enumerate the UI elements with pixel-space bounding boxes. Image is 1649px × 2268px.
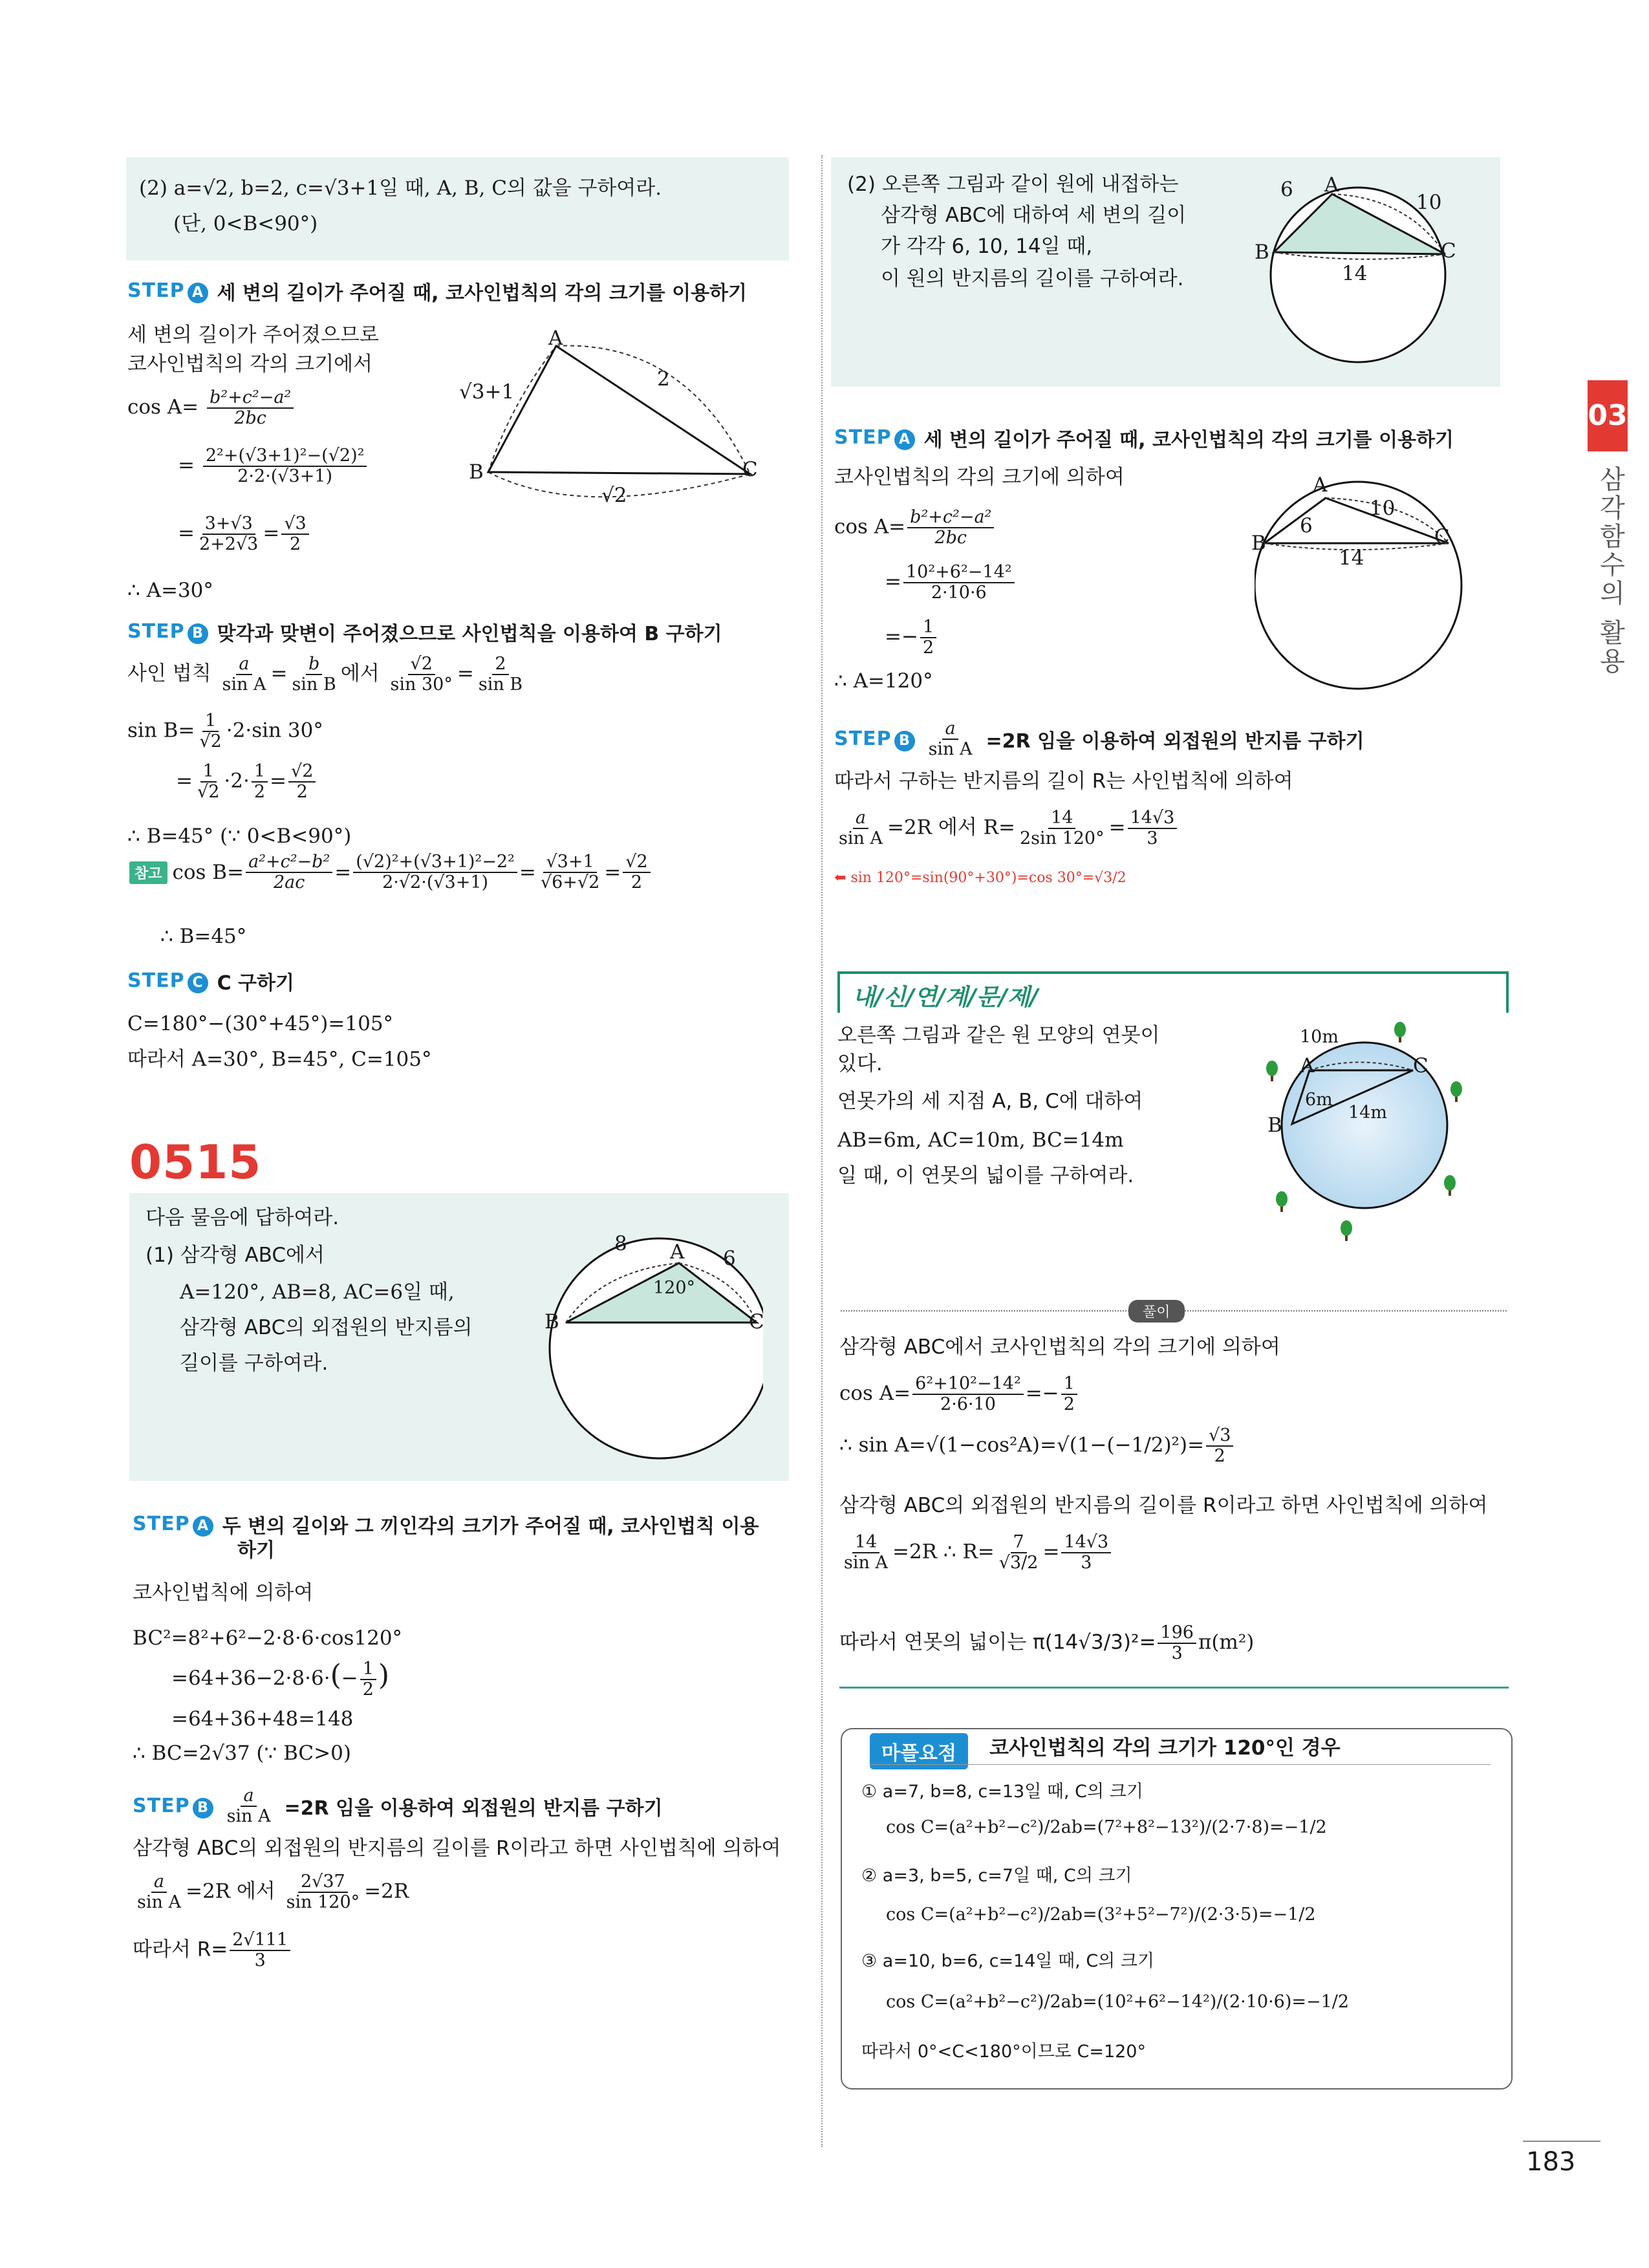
tri2-side-AC: 6: [723, 1247, 736, 1270]
c-line2: 따라서 A=30°, B=45°, C=105°: [127, 1048, 432, 1071]
frac-den: sin A: [222, 675, 266, 695]
r-cosA-line1: [834, 508, 996, 548]
frac-den: 3: [254, 1950, 266, 1971]
circ2-label-A: A: [1313, 473, 1328, 497]
frac-den: 2ac: [273, 872, 305, 892]
sine-law-line: 사인 법칙 $\frac{a}{\text{sin A}}$ = $\frac{b}{\text{sin B}}$ 에서 $\frac{√2}{\sin 30^\circ}$ = $\frac{2}{\text{sin B}}$: [127, 654, 527, 695]
sol-sin-text: ∴ sin A=√(1−cos²A)=√(1−(−1/2)²)=: [839, 1433, 1205, 1457]
frac-den: sin B: [478, 675, 523, 695]
circ1-side-AB: 6: [1280, 178, 1293, 201]
circle-diagram-r2: [1255, 472, 1468, 698]
s2A-line5: ∴ BC=2√37 (∵ BC>0): [133, 1742, 351, 1765]
n-line4: AB=6m, AC=10m, BC=14m: [837, 1129, 1124, 1152]
tree-icon: [1341, 1220, 1352, 1241]
frac-den: 3: [1081, 1553, 1092, 1573]
tri1-side-BC: √2: [601, 484, 627, 507]
s2B-result: [133, 1930, 292, 1971]
summary-title: 코사인법칙의 각의 크기가 120°인 경우: [989, 1736, 1341, 1760]
sum3-head: ③ a=10, b=6, c=14일 때, C의 크기: [861, 1951, 1154, 1971]
frac-den: 2+2√3: [199, 534, 259, 554]
question-number: 0515: [129, 1135, 262, 1189]
page-number: 183: [1526, 2147, 1576, 2177]
arrow-left-icon: ⬅: [834, 870, 846, 886]
naesin-title: 내/신/연/계/문/제/: [852, 984, 1039, 1011]
step-b-title-0515: =2R 임을 이용하여 외접원의 반지름 구하기: [284, 1797, 663, 1820]
tri1-label-A: A: [548, 327, 563, 350]
s2B-end: =2R: [364, 1879, 409, 1903]
rb-mid: =2R 에서 R=: [887, 815, 1015, 839]
frac-num: 14√3: [1128, 808, 1178, 829]
a-line1: 세 변의 길이가 주어졌으므로: [127, 323, 379, 347]
tree-icon: [1444, 1175, 1456, 1196]
frac-num: a: [241, 1786, 256, 1807]
frac-den: 2sin 120°: [1019, 828, 1105, 848]
sinB-rest: ·2·sin 30°: [226, 718, 323, 742]
q1-line1: (1) 삼각형 ABC에서: [146, 1244, 325, 1267]
frac-num: √2: [623, 852, 650, 873]
tri1-label-C: C: [742, 458, 758, 481]
ra-result: ∴ A=120°: [834, 669, 933, 693]
frac-num: √2: [408, 654, 435, 675]
sol-cos: cos A= $\frac{\text{6²+10²−14²}}{2\cdot 6\cdot 10}$ =− $\frac{1}{2}$: [839, 1374, 1079, 1414]
c-line1: C=180°−(30°+45°)=105°: [127, 1012, 394, 1035]
step-a-title-right: 세 변의 길이가 주어질 때, 코사인법칙의 각의 크기를 이용하기: [923, 429, 1454, 451]
circ2-side-AB: 6: [1300, 514, 1313, 537]
cosA-step3: = $\frac{3+√3}{2+2√3}$ = $\frac{√3}{2}$: [178, 514, 311, 554]
frac-num: b²+c²−a²: [907, 508, 994, 528]
tri1-label-B: B: [469, 460, 484, 484]
tree-icon: [1450, 1081, 1462, 1102]
pond-side-AB: 6m: [1305, 1090, 1333, 1110]
frac-den: √2: [197, 782, 220, 802]
frac-num: √3+1: [543, 852, 596, 873]
frac-num: 1: [920, 618, 936, 638]
s2B-line2: [133, 1872, 409, 1912]
frac-num: a: [853, 808, 868, 829]
circ1-label-B: B: [1255, 241, 1269, 264]
solution-end-rule: [839, 1687, 1509, 1689]
q1-line4: 길이를 구하여라.: [180, 1352, 329, 1375]
frac-den: sin B: [292, 675, 336, 695]
s2A-title2: 하기: [237, 1539, 275, 1562]
q-intro: 다음 물음에 답하여라.: [146, 1206, 339, 1229]
sol-r-mid: =2R ∴ R=: [892, 1540, 995, 1564]
frac-num: 2: [492, 654, 508, 675]
note-tag: 참고: [129, 861, 167, 884]
s2A-line4: =64+36+48=148: [171, 1707, 354, 1731]
frac-den: 2: [1214, 1446, 1225, 1466]
tri2-label-B: B: [544, 1310, 559, 1334]
n-line3: 연못가의 세 지점 A, B, C에 대하여: [837, 1090, 1143, 1113]
sol-area: [839, 1623, 1254, 1663]
step-tag: STEP: [127, 279, 185, 302]
s2B-mid: =2R 에서: [185, 1879, 275, 1903]
summary-title-rule: [870, 1764, 1491, 1765]
q1-line3: 삼각형 ABC의 외접원의 반지름의: [180, 1316, 473, 1339]
frac-den: 2bc: [234, 408, 266, 428]
sol-cos-lhs: cos A=: [839, 1381, 911, 1405]
frac-num: 3+√3: [202, 514, 255, 535]
frac-den: 2: [296, 782, 308, 802]
frac-den: sin A: [839, 828, 883, 848]
frac-num: √2: [288, 762, 316, 783]
tri1-side-AB: √3+1: [459, 380, 515, 404]
cosA-derivation: [127, 388, 296, 428]
a-line2: 코사인법칙의 각의 크기에서: [127, 352, 373, 376]
frac-num: 1: [200, 762, 217, 783]
frac-num: 7: [1011, 1533, 1027, 1553]
step-a-title-0515: 두 변의 길이와 그 끼인각의 크기가 주어질 때, 코사인법칙 이용: [222, 1515, 759, 1538]
frac-num: a: [942, 719, 958, 740]
frac-den: 3: [1171, 1643, 1183, 1663]
frac-num: 2√37: [298, 1872, 348, 1893]
step-letter: C: [188, 973, 208, 993]
rq2-line3: 가 각각 6, 10, 14일 때,: [881, 235, 1093, 258]
circ2-label-C: C: [1434, 525, 1450, 548]
frac-num: 1: [360, 1659, 376, 1680]
sinB-lhs: sin B=: [127, 718, 195, 742]
frac-den: sin 30°: [390, 675, 453, 695]
circle-diagram-r1: [1264, 178, 1478, 372]
sol-area-pre: 따라서 연못의 넓이는 π(14√3/3)²=: [839, 1630, 1156, 1654]
circ2-side-BC: 14: [1339, 546, 1364, 570]
frac-num: b: [306, 654, 322, 675]
sine-law-mid: 에서: [340, 662, 380, 686]
sol-line1: 삼각형 ABC에서 코사인법칙의 각의 크기에 의하여: [839, 1335, 1280, 1359]
step-a-heading-left: [127, 277, 747, 305]
circ1-side-AC: 10: [1416, 191, 1442, 214]
s2A-line3: =64+36−2·8·6·(− $\frac{1}{2}$ ): [171, 1658, 390, 1700]
frac-den: √2: [199, 731, 222, 751]
circ1-label-C: C: [1441, 239, 1456, 263]
rq2-line4: 이 원의 반지름의 길이를 구하여라.: [881, 267, 1184, 290]
cosA-lhs: cos A=: [834, 515, 906, 539]
step-a-title: 세 변의 길이가 주어질 때, 코사인법칙의 각의 크기를 이용하기: [217, 282, 748, 305]
frac-num: 14√3: [1061, 1533, 1111, 1553]
pond-label-C: C: [1413, 1054, 1428, 1077]
ra-line1: 코사인법칙의 각의 크기에 의하여: [834, 466, 1125, 489]
frac-den: 2: [253, 782, 265, 802]
sum3-eq: cos C=(a²+b²−c²)/2ab=(10²+6²−14²)/(2·10·6)=−1/2: [886, 1992, 1350, 2012]
tri2-label-C: C: [749, 1310, 764, 1334]
pond-label-B: B: [1267, 1114, 1282, 1137]
tri1-side-AC: 2: [657, 367, 670, 391]
sinB-rest2: ·2·: [224, 769, 250, 793]
frac-num: a²+c²−b²: [246, 852, 332, 873]
tree-icon: [1394, 1022, 1406, 1042]
sol-line2: 삼각형 ABC의 외접원의 반지름의 길이를 R이라고 하면 사인법칙에 의하여: [839, 1494, 1488, 1517]
tree-icon: [1276, 1191, 1288, 1212]
frac-den: 2·2·(√3+1): [237, 466, 333, 486]
column-divider: [821, 155, 823, 2147]
step-b-heading-right: STEP B $\frac{a}{\text{sin A}}$ =2R 임을 이용하여 외접원의 반지름 구하기: [834, 718, 1364, 759]
circ2-side-AC: 10: [1370, 497, 1396, 520]
sum1-eq: cos C=(a²+b²−c²)/2ab=(7²+8²−13²)/(2·7·8)=−1/2: [886, 1817, 1327, 1837]
frac-den: 2·6·10: [940, 1394, 996, 1414]
s2A-line1: 코사인법칙에 의하여: [133, 1581, 314, 1604]
cosA-lhs: cos A=: [127, 395, 199, 419]
step-letter: B: [193, 1798, 213, 1819]
frac-num: 14: [852, 1533, 879, 1553]
step-a-heading-right: STEP A 세 변의 길이가 주어질 때, 코사인법칙의 각의 크기를 이용하기: [834, 424, 1454, 452]
frac-den: √6+√2: [540, 872, 600, 892]
step-letter: B: [188, 623, 208, 644]
frac-den: 2: [1063, 1394, 1075, 1414]
circ2-label-B: B: [1251, 532, 1266, 555]
step-b-title: 맞각과 맞변이 주어졌으므로 사인법칙을 이용하여 B 구하기: [217, 623, 722, 645]
sol-area-post: π(m²): [1198, 1630, 1255, 1654]
tri2-label-A: A: [670, 1240, 685, 1264]
frac-num: 1: [252, 762, 268, 783]
step-c-title: C 구하기: [217, 972, 294, 995]
frac-den: 2bc: [934, 528, 967, 548]
sol-sin: [839, 1426, 1235, 1466]
frac-num: √3: [281, 514, 308, 535]
summary-tag: 마플요점: [870, 1733, 968, 1769]
q2-line1: (2) a=√2, b=2, c=√3+1일 때, A, B, C의 값을 구하여라.: [139, 177, 662, 200]
note-cosB: 참고 cos B= $\frac{\text{a²+c²−b²}}{2ac}$ = $\frac{\text{(√2)²+(√3+1)²−2²}}{2\cdot√2\cdot(√3+1)}$ = $\frac{√3+1}{√6+√2}$ = $\frac{√2}{2}$: [129, 852, 652, 892]
q1-line2: A=120°, AB=8, AC=6일 때,: [180, 1280, 455, 1304]
a-result: ∴ A=30°: [127, 579, 213, 602]
frac-num: a: [236, 654, 252, 675]
tri2-side-AB: 8: [614, 1232, 627, 1255]
frac-den: sin A: [844, 1553, 888, 1573]
n-line2: 있다.: [837, 1052, 883, 1075]
frac-num: 196: [1158, 1623, 1196, 1644]
frac-den: 2·10·6: [931, 583, 987, 603]
r-cosA-line2: = $\frac{\text{10²+6²−14²}}{2\cdot 10\cdot 6}$: [885, 563, 1017, 603]
n-line1: 오른쪽 그림과 같은 원 모양의 연못이: [837, 1024, 1160, 1047]
frac-den: sin A: [226, 1806, 271, 1826]
sum1-head: ① a=7, b=8, c=13일 때, C의 크기: [861, 1782, 1143, 1802]
step-letter: A: [188, 283, 208, 303]
frac-den: 2: [922, 638, 934, 658]
b-result2: ∴ B=45°: [160, 925, 247, 948]
frac-num: 2√111: [230, 1930, 290, 1951]
pond-side-BC: 14m: [1348, 1103, 1387, 1123]
frac-num: b²+c²−a²: [207, 388, 294, 409]
step-a-heading-0515: STEP A 두 변의 길이와 그 끼인각의 크기가 주어질 때, 코사인법칙 이용: [133, 1510, 759, 1539]
frac-num: (√2)²+(√3+1)²−2²: [353, 852, 517, 873]
step-letter: A: [894, 429, 915, 450]
step-letter: B: [894, 731, 915, 751]
frac-num: 6²+10²−14²: [912, 1374, 1024, 1395]
frac-num: 1: [1061, 1374, 1077, 1395]
rb-note-text: sin 120°=sin(90°+30°)=cos 30°=√3/2: [850, 870, 1126, 886]
footer-rule: [1523, 2141, 1600, 2142]
sinB-line1: [127, 711, 323, 751]
sol-r: $\frac{14}{\text{sin A}}$ =2R ∴ R= $\frac{7}{√3/2}$ = $\frac{14√3}{3}$: [839, 1533, 1113, 1573]
pond-side-AC: 10m: [1300, 1027, 1339, 1047]
chapter-title: 삼각함수의 활용: [1595, 466, 1625, 676]
rb-line1: 따라서 구하는 반지름의 길이 R는 사인법칙에 의하여: [834, 770, 1293, 793]
rb-note: [834, 870, 1126, 886]
frac-den: 2: [289, 534, 301, 554]
s2A-line3-text: =64+36−2·8·6·: [171, 1667, 330, 1690]
s2B-result-prefix: 따라서 R=: [133, 1938, 228, 1961]
frac-den: 2: [630, 872, 643, 892]
circ1-label-A: A: [1324, 173, 1339, 197]
note-cosB-lhs: cos B=: [172, 861, 244, 884]
rq2-line1: (2) 오른쪽 그림과 같이 원에 내접하는: [847, 173, 1179, 196]
sine-law-prefix: 사인 법칙: [127, 662, 211, 686]
step-b-title-right: =2R 임을 이용하여 외접원의 반지름 구하기: [986, 730, 1364, 753]
s2B-line1: 삼각형 ABC의 외접원의 반지름의 길이를 R이라고 하면 사인법칙에 의하여: [133, 1837, 781, 1860]
equals: =: [178, 453, 195, 477]
frac-num: 1: [202, 711, 219, 732]
b-result1: ∴ B=45° (∵ 0<B<90°): [127, 825, 352, 848]
pond-label-A: A: [1300, 1054, 1315, 1077]
frac-num: 2²+(√3+1)²−(√2)²: [203, 446, 367, 467]
step-c-heading-left: STEP C C 구하기: [127, 967, 294, 995]
chapter-tab: 03: [1588, 380, 1628, 451]
frac-num: 10²+6²−14²: [903, 563, 1015, 583]
tree-icon: [1266, 1061, 1278, 1081]
frac-den: 2·√2·(√3+1): [382, 872, 489, 892]
cosA-step2: [178, 446, 369, 486]
sinB-line2: = $\frac{1}{√2}$ ·2· $\frac{1}{2}$ = $\frac{√2}{2}$: [176, 762, 318, 802]
frac-num: a: [151, 1872, 167, 1893]
circ1-side-BC: 14: [1342, 262, 1368, 285]
frac-den: sin A: [928, 739, 973, 759]
step-b-heading-0515: STEP B $\frac{a}{\text{sin A}}$ =2R 임을 이용하여 외접원의 반지름 구하기: [133, 1786, 663, 1826]
sum-conclusion: 따라서 0°<C<180°이므로 C=120°: [861, 2042, 1146, 2062]
frac-den: √3/2: [998, 1553, 1039, 1573]
s2A-line2: BC²=8²+6²−2·8·6·cos120°: [133, 1626, 403, 1650]
solution-label: 풀이: [1128, 1300, 1185, 1323]
frac-num: √3: [1206, 1426, 1233, 1447]
rq2-line2: 삼각형 ABC에 대하여 세 변의 길이: [881, 204, 1187, 227]
frac-den: 3: [1147, 828, 1158, 848]
step-b-heading-left: STEP B 맞각과 맞변이 주어졌으므로 사인법칙을 이용하여 B 구하기: [127, 618, 722, 646]
r-cosA-line3: =− $\frac{1}{2}$: [885, 618, 938, 658]
step-letter: A: [193, 1516, 213, 1537]
tri2-angle: 120°: [653, 1278, 696, 1298]
frac-den: sin 120°: [286, 1892, 360, 1912]
q2-line2: (단, 0<B<90°): [173, 212, 318, 235]
frac-num: 14: [1048, 808, 1075, 829]
n-line5: 일 때, 이 연못의 넓이를 구하여라.: [837, 1164, 1134, 1187]
sum2-head: ② a=3, b=5, c=7일 때, C의 크기: [861, 1866, 1132, 1886]
frac-den: sin A: [137, 1892, 181, 1912]
pond-diagram: [1255, 1015, 1474, 1255]
rb-line2: $\frac{a}{\text{sin A}}$ =2R 에서 R= $\frac{14}{2\sin 120^\circ}$ = $\frac{14√3}{3}$: [834, 808, 1179, 848]
sum2-eq: cos C=(a²+b²−c²)/2ab=(3²+5²−7²)/(2·3·5)=−1/2: [886, 1905, 1316, 1925]
frac-den: 2: [362, 1679, 374, 1700]
